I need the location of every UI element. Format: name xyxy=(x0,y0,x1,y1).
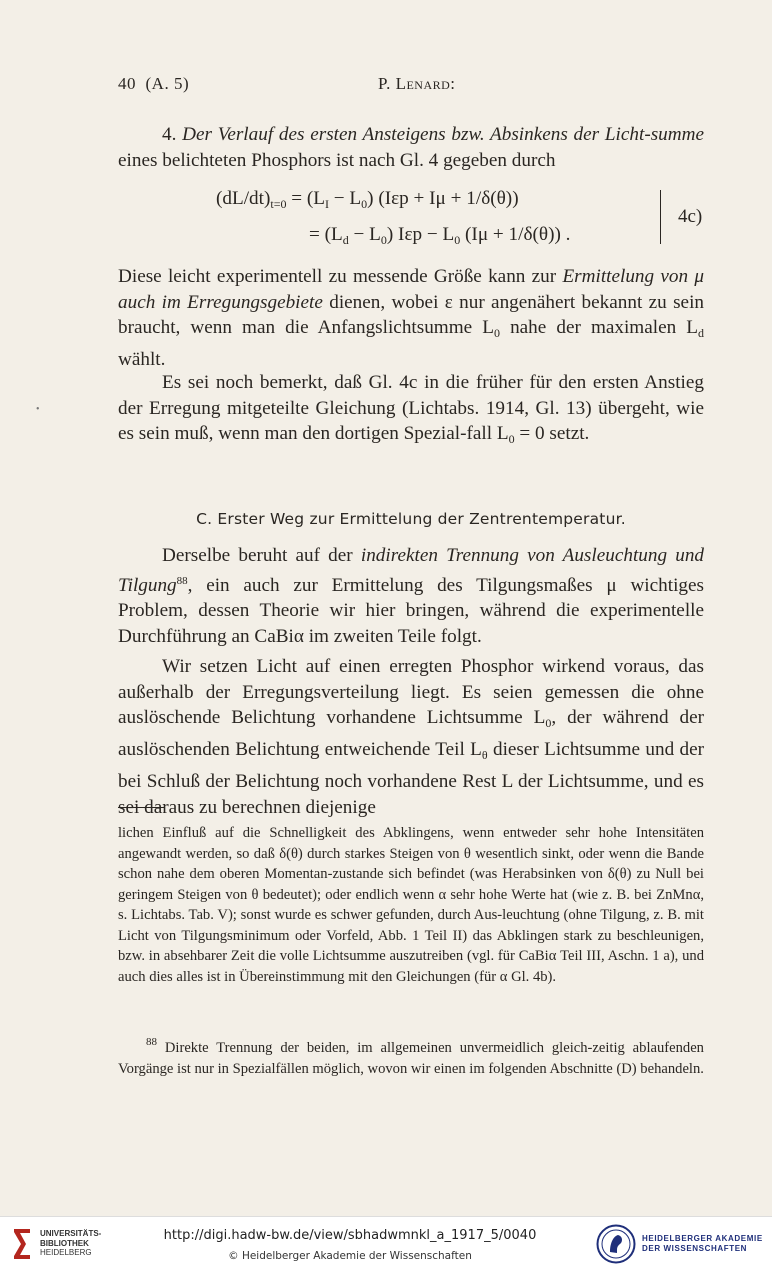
running-header-author: P. Lenard: xyxy=(378,74,456,93)
equation-line-1: $(dL/dt)_{t=0} = (L_I - L_0) (I\varepsilon p + I\mu + 1/\delta(\theta))$ xyxy=(216,188,519,211)
paragraph-number: 4. xyxy=(162,124,177,145)
paragraph-diese: Diese leicht experimentell zu messende Größe kann zur Ermittelung von μ auch im Erregungsgebiete dienen, wobei ε nur angenähert bekannt zu sein braucht, wenn man die Anfangslichtsumme $L_0$ nahe der maximalen $L_d$ wählt. xyxy=(118,266,705,371)
paragraph-text: eines belichteten Phosphors ist nach Gl. 4 gegeben durch xyxy=(118,149,556,171)
permalink-url[interactable]: http://digi.hadw-bw.de/view/sbhadwmnkl_a_1917_5/0040 xyxy=(163,1228,537,1243)
paragraph-derselbe: Derselbe beruht auf der indirekten Trennung von Ausleuchtung und Tilgung$^{88}$, ein auch zur Ermittelung des Tilgungsmaßes μ wichtiges Problem, dessen Theorie wir hier bringen, während die experimentelle Durchführung an CaBiα im zweiten Teile folgt. xyxy=(118,545,705,648)
equation-brace xyxy=(660,190,671,244)
paragraph-wir-setzen: Wir setzen Licht auf einen erregten Phosphor wirkend voraus, das außerhalb der Erregungsverteilung liegt. Es seien gemessen die ohne auslöschende Belichtung vorhandene Lichtsumme $L_0$, der während der auslöschenden Belichtung entweichende Teil $L_\theta$ dieser Lichtsumme und der bei Schluß der Belichtung noch vorhandene Rest L der Lichtsumme, und es sei daraus zu berechnen diejenige xyxy=(118,656,705,818)
equation-number: 4c) xyxy=(678,206,703,227)
equation-line-2: = $(L_d - L_0) I\varepsilon p - L_0$ (Iμ + 1/δ(θ)) . xyxy=(309,224,571,247)
page-number: 40 xyxy=(118,74,136,93)
university-library-logo-icon[interactable] xyxy=(10,1227,34,1261)
footnote-number: 88 xyxy=(146,1036,157,1048)
copyright-notice: © Heidelberger Akademie der Wissenschaften xyxy=(228,1250,472,1262)
academy-name: HEIDELBERGER AKADEMIE DER WISSENSCHAFTEN xyxy=(642,1234,763,1253)
header-section: (A. 5) xyxy=(145,74,190,93)
footnote-ref-88: 88 xyxy=(176,574,188,587)
academy-seal-icon[interactable] xyxy=(596,1224,636,1264)
section-heading: C. Erster Weg zur Ermittelung der Zentrentemperatur. xyxy=(196,510,626,528)
running-header-left xyxy=(118,74,189,94)
margin-mark: • xyxy=(36,404,40,415)
paragraph-4 xyxy=(118,122,704,173)
footnote-rule xyxy=(118,807,164,808)
university-library-name: UNIVERSITÄTS- BIBLIOTHEK HEIDELBERG xyxy=(40,1229,102,1257)
paragraph-bemerkt: Es sei noch bemerkt, daß Gl. 4c in die früher für den ersten Anstieg der Erregung mitgeteilte Gleichung (Lichtabs. 1914, Gl. 13) übergeht, wie es sein muß, wenn man den dortigen Spezial-fall $L_0 = 0$ setzt. xyxy=(118,372,704,447)
viewer-footer xyxy=(0,1216,772,1272)
footnote-88: $^{88}$ Direkte Trennung der beiden, im allgemeinen unvermeidlich gleich-zeitig ablaufenden Vorgänge ist nur in Spezialfällen möglich, wovon wir einen im folgenden Abschnitte (D) behandeln. xyxy=(118,1036,704,1077)
footnote-continued: lichen Einfluß auf die Schnelligkeit des Abklingens, wenn entweder sehr hohe Intensitäten angewandt werden, so daß δ(θ) durch starkes Steigen von θ wesentlich sinkt, oder wenn die Bande schon nahe dem oberen Momentan-zustande sich befindet (was Herabsinken von δ(θ) zu Null bei geringem Steigen von θ bedeutet); oder endlich wenn α sehr hohe Werte hat (wie z. B. bei ZnMnα, s. Lichtabs. Tab. V); sonst wurde es schwer gefunden, durch Aus-leuchtung (ohne Tilgung, z. B. mit Licht von Tilgungsminimum oder Vorfeld, Abb. 1 Teil II) das Abklingen stark zu beschleunigen, bzw. in absehbarer Zeit die volle Lichtsumme auszutreiben (vgl. für CaBiα Teil III, Aschn. 1 a), und auch dies alles ist in Übereinstimmung mit den Gleichungen (für α Gl. 4b). xyxy=(118,825,704,985)
paragraph-italic: Der Verlauf des ersten Ansteigens bzw. Absinkens der Licht-summe xyxy=(182,124,704,145)
